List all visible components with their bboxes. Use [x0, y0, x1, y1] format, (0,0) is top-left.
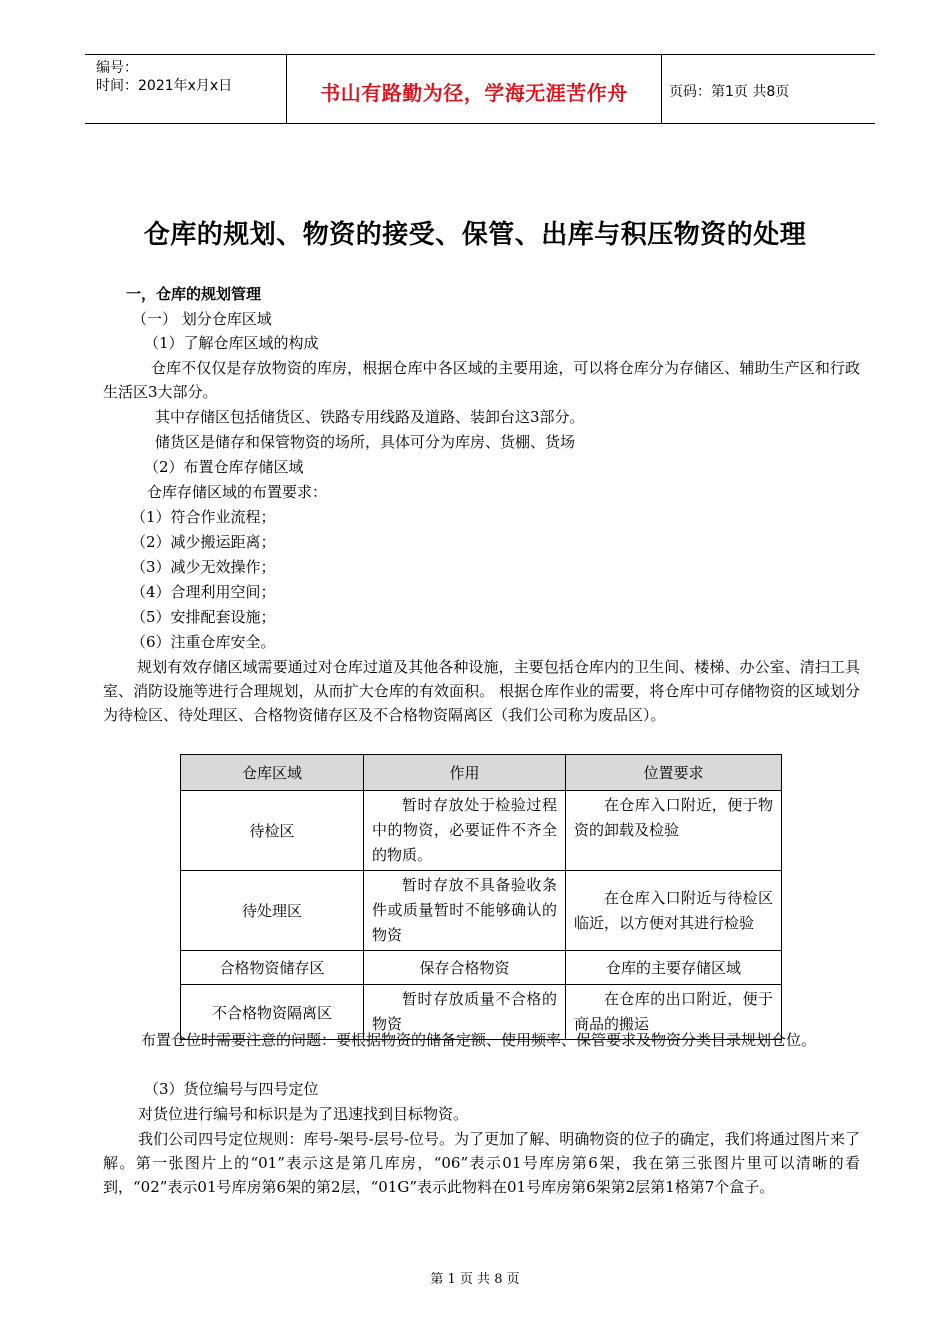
list-item: （4）合理利用空间；: [131, 583, 276, 601]
list-item: （1）符合作业流程；: [131, 508, 276, 526]
subsection-heading: （一） 划分仓库区域: [132, 310, 272, 328]
table-cell: 暂时存放质量不合格的物资: [364, 985, 566, 1040]
table-row: [181, 951, 782, 985]
table-header-cell: 位置要求: [566, 755, 782, 791]
header-motto: 书山有路勤为径，学海无涯苦作舟: [320, 81, 628, 105]
table-cell: 暂时存放不具备验收条件或质量暂时不能够确认的物资: [364, 871, 566, 951]
item-heading: （2）布置仓库存储区域: [144, 458, 304, 476]
table-cell: 仓库的主要存储区域: [566, 951, 782, 985]
paragraph: 其中存储区包括储货区、铁路专用线路及道路、装卸台这3部分。: [155, 408, 585, 426]
list-item: （2）减少搬运距离；: [131, 533, 276, 551]
item-heading: （3）货位编号与四号定位: [144, 1080, 319, 1098]
table-cell: 不合格物资隔离区: [181, 985, 364, 1040]
table-header-cell: 仓库区域: [181, 755, 364, 791]
document-title: 仓库的规划、物资的接受、保管、出库与积压物资的处理: [143, 220, 807, 250]
page-header: [85, 54, 875, 124]
paragraph: 布置仓位时需要注意的问题：要根据物资的储备定额、使用频率、保管要求及物资分类目录规划仓位。: [141, 1031, 817, 1049]
item-heading: （1）了解仓库区域的构成: [144, 334, 319, 352]
list-item: （5）安排配套设施；: [131, 608, 276, 626]
table-row: [181, 791, 782, 871]
table-header-row: [181, 755, 782, 791]
header-page-info: 页码：第1页 共8页: [669, 84, 790, 100]
paragraph: 对货位进行编号和标识是为了迅速找到目标物资。: [138, 1105, 469, 1123]
paragraph: 仓库不仅仅是存放物资的库房，根据仓库中各区域的主要用途，可以将仓库分为存储区、辅助生产区和行政生活区3大部分。: [103, 359, 860, 401]
table-cell: 合格物资储存区: [181, 951, 364, 985]
table-cell: 在仓库入口附近，便于物资的卸载及检验: [566, 791, 782, 871]
table-cell: 在仓库的出口附近，便于商品的搬运: [566, 985, 782, 1040]
table-cell: 保存合格物资: [364, 951, 566, 985]
table-header-cell: 作用: [364, 755, 566, 791]
table-cell: 待处理区: [181, 871, 364, 951]
paragraph: 仓库存储区域的布置要求：: [147, 483, 328, 501]
list-item: （3）减少无效操作；: [131, 558, 276, 576]
table-row: [181, 871, 782, 951]
page-footer: 第 1 页 共 8 页: [430, 1272, 520, 1287]
section-heading: 一，仓库的规划管理: [126, 285, 262, 303]
paragraph: 规划有效存储区域需要通过对仓库过道及其他各种设施，主要包括仓库内的卫生间、楼梯、办公室、清扫工具室、消防设施等进行合理规划，从而扩大仓库的有效面积。 根据仓库作业的需要，将仓库中可存储物资的区域划分为待检区、待处理区、合格物资储存区及不合格物资隔离区（我们公司称为废品区）。: [103, 658, 860, 724]
area-table: [180, 754, 782, 1040]
table-cell: 待检区: [181, 791, 364, 871]
paragraph: 储货区是储存和保管物资的场所，具体可分为库房、货棚、货场: [155, 433, 576, 451]
header-meta: [96, 59, 232, 95]
header-number: 编号：: [96, 60, 138, 76]
list-item: （6）注重仓库安全。: [131, 633, 276, 651]
paragraph: 我们公司四号定位规则：库号-架号-层号-位号。为了更加了解、明确物资的位子的确定，我们将通过图片来了解。第一张图片上的“01”表示这是第几库房，“06”表示01号库房第6架，我在第三张图片里可以清晰的看到，“02”表示01号库房第6架的第2层，“01G”表示此物料在01号库房第6架第2层第1格第7个盒子。: [103, 1130, 860, 1196]
header-time: 时间：2021年x月x日: [96, 78, 233, 94]
table-cell: 暂时存放处于检验过程中的物资，必要证件不齐全的物质。: [364, 791, 566, 871]
header-divider: [661, 55, 662, 123]
table-cell: 在仓库入口附近与待检区临近，以方便对其进行检验: [566, 871, 782, 951]
